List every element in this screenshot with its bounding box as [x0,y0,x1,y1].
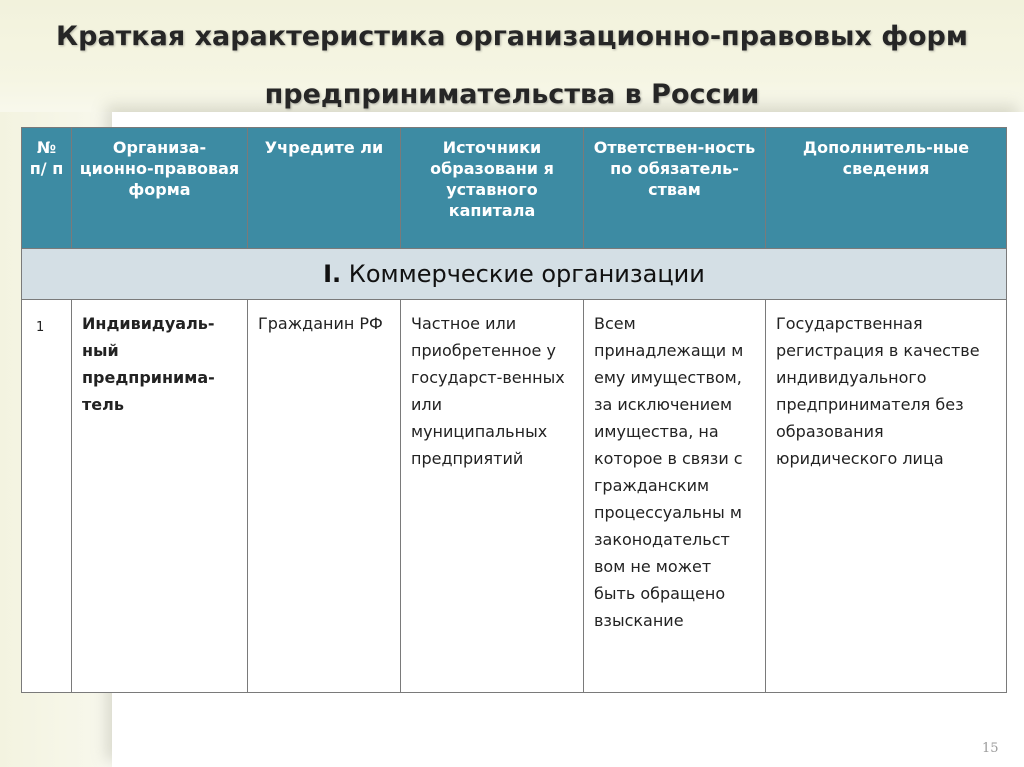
cell-capital-sources: Частное или приобретенное у государст-венных или муниципальных предприятий [401,300,584,693]
cell-founders: Гражданин РФ [248,300,401,693]
cell-number: 1 [22,300,72,693]
header-additional-info: Дополнитель-ные сведения [766,128,1007,249]
cell-liability: Всем принадлежащи м ему имуществом, за исключением имущества, на которое в связи с гражданским процессуальны м законодательст вом не может быть обращено взыскание [584,300,766,693]
section-roman-numeral: I. [323,260,342,288]
header-founders: Учредите ли [248,128,401,249]
org-forms-table [21,127,1007,693]
slide-title-line-1: Краткая характеристика организационно-правовых форм [56,21,968,52]
page-number: 15 [982,741,999,756]
slide-title-line-2: предпринимательства в России [264,79,760,110]
slide-title [40,8,984,124]
section-heading [22,249,1007,300]
table-header-row [22,128,1007,249]
header-liability: Ответствен-ность по обязатель-ствам [584,128,766,249]
header-number: № п/ п [22,128,72,249]
table-row [22,300,1007,693]
cell-legal-form: Индивидуаль-ный предпринима-тель [72,300,248,693]
header-legal-form: Организа-ционно-правовая форма [72,128,248,249]
header-capital-sources: Источники образовани я уставного капитала [401,128,584,249]
cell-additional-info: Государственная регистрация в качестве индивидуального предпринимателя без образования юридического лица [766,300,1007,693]
section-label: Коммерческие организации [341,260,705,288]
section-row [22,249,1007,300]
